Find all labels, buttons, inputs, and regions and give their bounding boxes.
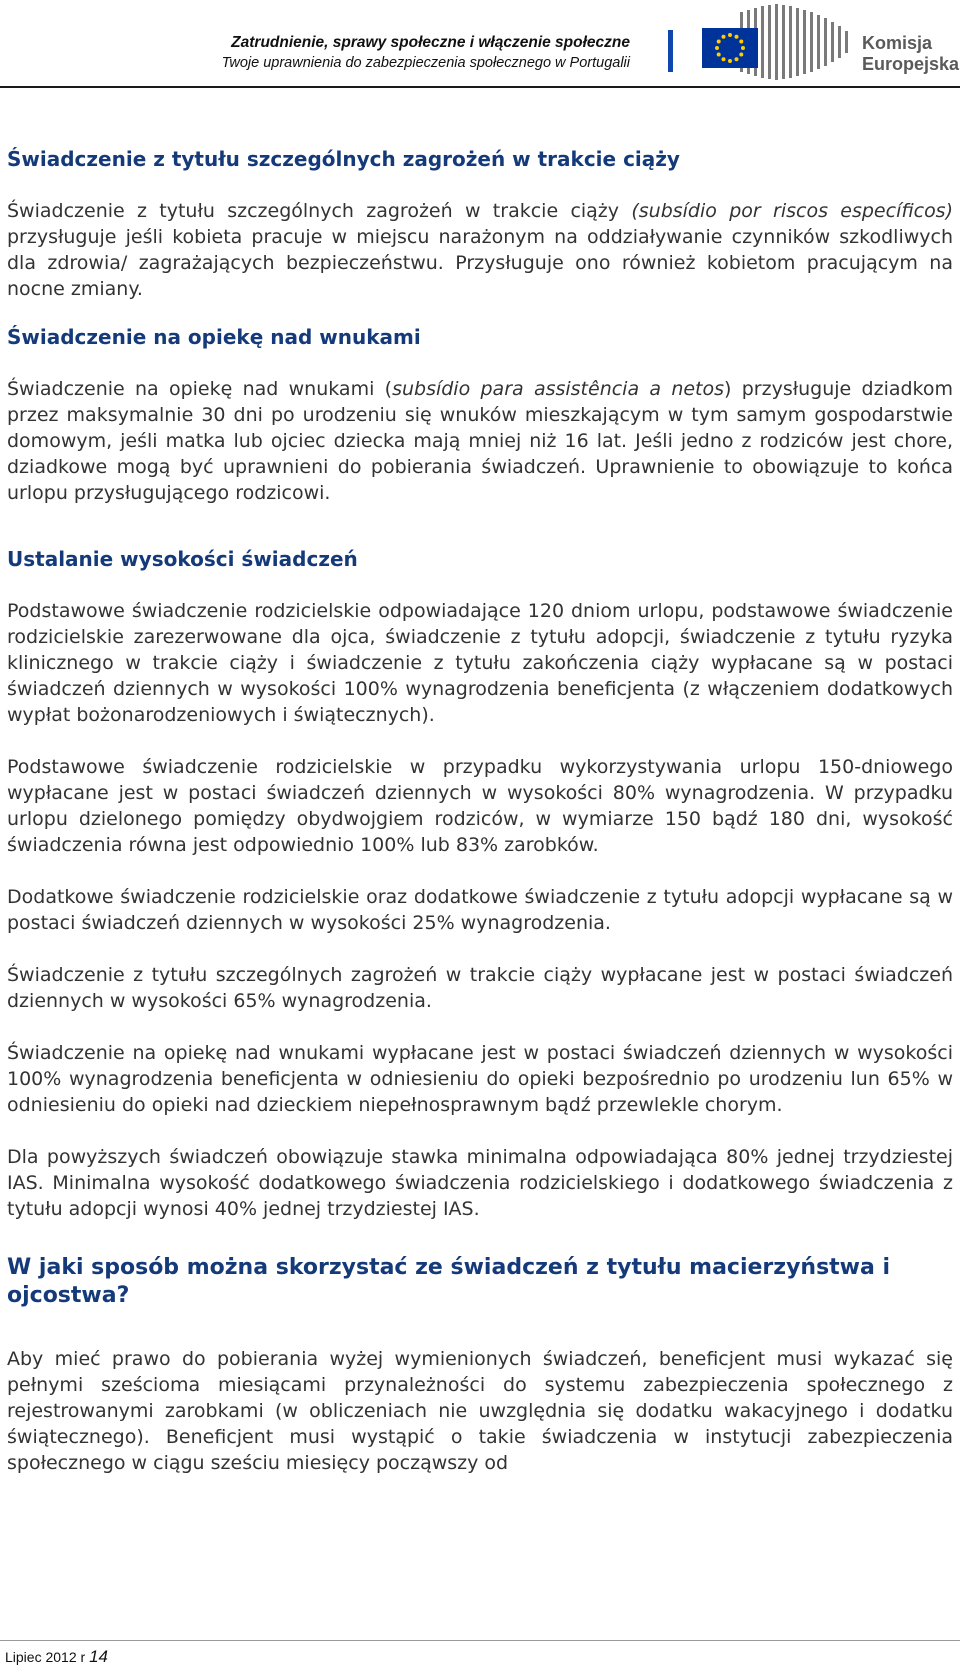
page-number: 14 bbox=[89, 1647, 108, 1666]
paragraph-benefit-amount-1: Podstawowe świadczenie rodzicielskie odpowiadające 120 dniom urlopu, podstawowe świadczenie rodzicielskie zarezerwowane dla ojca, świadczenie z tytułu adopcji, świadczenie z tytułu ryzyka klinicznego w trakcie ciąży i świadczenie z tytułu zakończenia ciąży wypłacane są w postaci świadczeń dziennych w wysokości 100% wynagrodzenia beneficjenta (z włączeniem dodatkowych wypłat bożonarodzeniowych i świątecznych). bbox=[7, 600, 953, 726]
header-titles bbox=[222, 32, 630, 74]
header-subtitle: Twoje uprawnienia do zabezpieczenia społecznego w Portugalii bbox=[221, 55, 630, 71]
paragraph-grandchildren-care: Świadczenie na opiekę nad wnukami (subsídio para assistência a netos) przysługuje dziadkom przez maksymalnie 30 dni po urodzeniu się wnuków mieszkającym w tym samym gospodarstwie domowym, jeśli matka lub ojciec dziecka mają mniej niż 16 lat. Jeśli jedno z rodziców jest chore, dziadkowe mogą być uprawnieni do pobierania świadczeń. Uprawnienie to obowiązuje to końca urlopu przysługującego rodzicowi. bbox=[7, 378, 954, 504]
commission-building-logo-icon bbox=[700, 4, 860, 80]
paragraph-how-to-claim: Aby mieć prawo do pobierania wyżej wymienionych świadczeń, beneficjent musi wykazać się pełnymi sześcioma miesiącami przynależności do systemu zabezpieczenia społecznego z rejestrowanymi zarobkami (w obliczeniach nie uwzględnia się dodatku wakacyjnego i dodatku świątecznego). Beneficjent musi wystąpić o takie świadczenia w instytucji zabezpieczenia społecznego w ciągu sześciu miesięcy począwszy od bbox=[7, 1348, 953, 1474]
section-heading-special-risks: Świadczenie z tytułu szczególnych zagrożeń w trakcie ciąży bbox=[7, 147, 680, 171]
section-heading-how-to-claim: W jaki sposób można skorzystać ze świadczeń z tytułu macierzyństwa i ojcostwa? bbox=[7, 1255, 891, 1308]
footer-date: Lipiec 2012 r bbox=[5, 1649, 86, 1665]
logo-line-1: Komisja bbox=[862, 33, 933, 53]
logo-line-2: Europejska bbox=[862, 54, 960, 74]
paragraph-benefit-amount-5: Świadczenie na opiekę nad wnukami wypłacane jest w postaci świadczeń dziennych w wysokości 100% wynagrodzenia beneficjenta w odniesieniu do opieki bezpośrednio po urodzeniu lun 65% w odniesieniu do opieki nad dzieckiem niepełnosprawnym bądź przewlekle chorym. bbox=[7, 1042, 953, 1116]
page-header bbox=[0, 0, 960, 88]
paragraph-benefit-amount-2: Podstawowe świadczenie rodzicielskie w przypadku wykorzystywania urlopu 150-dniowego wypłacane jest w postaci świadczeń dziennych w wysokości 80% wynagrodzenia. W przypadku urlopu dzielonego pomiędzy obydwojgiem rodziców, w wymiarze 150 bądź 180 dni, wysokość świadczenia równa jest odpowiednio 100% lub 83% zarobków. bbox=[7, 756, 953, 856]
header-accent-bar bbox=[668, 30, 673, 72]
page-footer bbox=[5, 1647, 108, 1667]
header-divider bbox=[0, 86, 960, 88]
section-heading-benefit-amount: Ustalanie wysokości świadczeń bbox=[7, 547, 358, 571]
paragraph-special-risks: Świadczenie z tytułu szczególnych zagrożeń w trakcie ciąży (subsídio por riscos específicos) przysługuje jeśli kobieta pracuje w miejscu narażonym na oddziaływanie czynników szkodliwych dla zdrowia/ zagrażających bezpieczeństwu. Przysługuje ono również kobietom pracującym na nocne zmiany. bbox=[7, 200, 953, 300]
portuguese-term: subsídio para assistência a netos bbox=[392, 378, 725, 400]
footer-divider bbox=[0, 1640, 960, 1641]
paragraph-benefit-amount-6: Dla powyższych świadczeń obowiązuje stawka minimalna odpowiadająca 80% jednej trzydziestej IAS. Minimalna wysokość dodatkowego świadczenia rodzicielskiego i dodatkowego świadczenia z tytułu adopcji wynosi 40% jednej trzydziestej IAS. bbox=[7, 1146, 953, 1220]
header-title: Zatrudnienie, sprawy społeczne i włączenie społeczne bbox=[231, 34, 630, 51]
paragraph-benefit-amount-4: Świadczenie z tytułu szczególnych zagrożeń w trakcie ciąży wypłacane jest w postaci świadczeń dziennych w wysokości 65% wynagrodzenia. bbox=[7, 964, 953, 1012]
paragraph-benefit-amount-3: Dodatkowe świadczenie rodzicielskie oraz dodatkowe świadczenie z tytułu adopcji wypłacane są w postaci świadczeń dziennych w wysokości 25% wynagrodzenia. bbox=[7, 886, 953, 934]
european-commission-logo bbox=[700, 4, 960, 80]
section-heading-grandchildren-care: Świadczenie na opiekę nad wnukami bbox=[7, 325, 421, 349]
portuguese-term: (subsídio por riscos específicos) bbox=[631, 200, 953, 222]
document-body bbox=[7, 146, 953, 1476]
logo-wordmark bbox=[862, 33, 959, 75]
